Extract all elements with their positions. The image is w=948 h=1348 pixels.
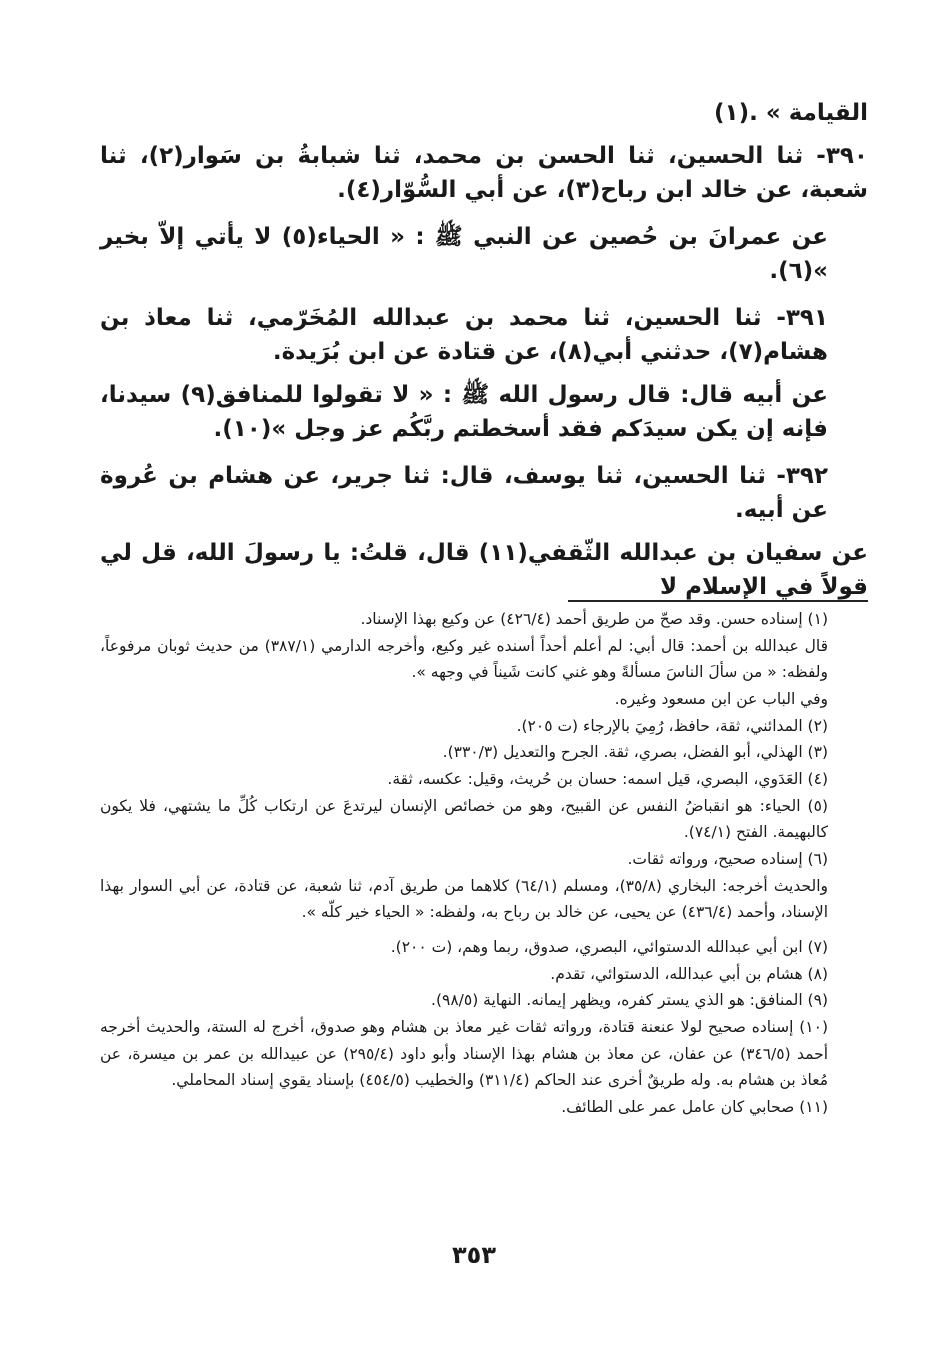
footnote-1-cont: وفي الباب عن ابن مسعود وغيره. [614,689,828,708]
hadith-391-chain: ٣٩١- ثنا الحسين، ثنا محمد بن عبدالله المُخَرّمي، ثنا معاذ بن هشام(٧)، حدثني أبي(٨)، عن قتادة عن ابن بُرَيدة. [100,304,828,365]
hadith-392-text: عن سفيان بن عبدالله الثّقفي(١١) قال، قلتُ: يا رسولَ الله، قل لي قولاً في الإسلام لا [100,539,869,600]
hadith-392-chain: ٣٩٢- ثنا الحسين، ثنا يوسف، قال: ثنا جرير، عن هشام بن عُروة عن أبيه. [100,462,828,523]
footnote-5: (٥) الحياء: هو انقباضُ النفس عن القبيح، وهو من خصائص الإنسان ليرتدعَ عن ارتكاب كُلِّ ما يشتهي، فلا يكون كالبهيمة. الفتح (٧٤/١). [100,796,828,842]
footnote-7: (٧) ابن أبي عبدالله الدستوائي، البصري، صدوق، ربما وهم، (ت ٢٠٠). [390,937,828,956]
footnote-6: (٦) إسناده صحيح، ورواته ثقات. [627,849,828,868]
footnote-9: (٩) المنافق: هو الذي يستر كفره، ويظهر إيمانه. النهاية (٩٨/٥). [431,991,828,1010]
footnote-11: (١١) صحابي كان عامل عمر على الطائف. [561,1097,828,1116]
qiyama-line: القيامة » .(١) [714,100,868,126]
footnote-1-cont: قال عبدالله بن أحمد: قال أبي: لم أعلم أحداً أسنده غير وكيع، وأخرجه الدارمي (٣٨٧/١) من حديث ثوبان مرفوعاً، ولفظه: « من سألَ الناسَ مسألةً وهو غني كانت شَيناً في وجهه ». [100,636,828,682]
footnotes [100,606,868,1120]
footnote-6-cont: والحديث أخرجه: البخاري (٣٥/٨)، ومسلم (٦٤/١) كلاهما من طريق آدم، ثنا شعبة، عن قتادة، عن أبي السوار بهذا الإسناد، وأحمد (٤٣٦/٤) عن يحيى، عن خالد بن رباح به، ولفظه: « الحياء خير كلّه ». [100,876,829,922]
footnote-10: (١٠) إسناده صحيح لولا عنعنة قتادة، ورواته ثقات غير معاذ بن هشام وهو صدوق، أخرج له الستة، والحديث أخرجه أحمد (٣٤٦/٥) عن عفان، عن معاذ بن هشام بهذا الإسناد وأبو داود (٢٩٥/٤) عن عبيدالله بن عمر بن ميسرة، عن مُعاذ بن هشام به. وله طريقٌ أخرى عند الحاكم (٣١١/٤) والخطيب (٤٥٤/٥) بإسناد يقوي إسناد المحاملي. [100,1017,828,1090]
page-number: ٣٥٣ [452,1241,496,1269]
main-text [100,96,868,613]
hadith-390-chain: ٣٩٠- ثنا الحسين، ثنا الحسن بن محمد، ثنا شبابةُ بن سَوار(٢)، ثنا شعبة، عن خالد ابن رباح(٣)، عن أبي السُّوّار(٤). [100,142,868,203]
footnote-1: (١) إسناده حسن. وقد صحّ من طريق أحمد (٤٢٦/٤) عن وكيع بهذا الإسناد. [360,610,828,628]
hadith-391-text: عن أبيه قال: قال رسول الله ﷺ : « لا تقولوا للمنافق(٩) سيدنا، فإنه إن يكن سيدَكم فقد أسخطتم ربَّكُم عز وجل »(١٠). [100,381,829,442]
hadith-390-text: عن عمرانَ بن حُصين عن النبي ﷺ : « الحياء(٥) لا يأتي إلاّ بخير »(٦). [100,223,829,284]
footnote-4: (٤) العَدَوي، البصري، قيل اسمه: حسان بن حُريث، وقيل: عكسه، ثقة. [387,769,828,788]
footnote-3: (٣) الهذلي، أبو الفضل، بصري، ثقة. الجرح والتعديل (٣٣٠/٣). [442,743,828,762]
footnote-divider [568,600,868,602]
footnote-8: (٨) هشام بن أبي عبدالله، الدستوائي، تقدم. [550,964,828,983]
footnote-2: (٢) المدائني، ثقة، حافظ، رُمِيَ بالإرجاء (ت ٢٠٥). [516,716,828,735]
